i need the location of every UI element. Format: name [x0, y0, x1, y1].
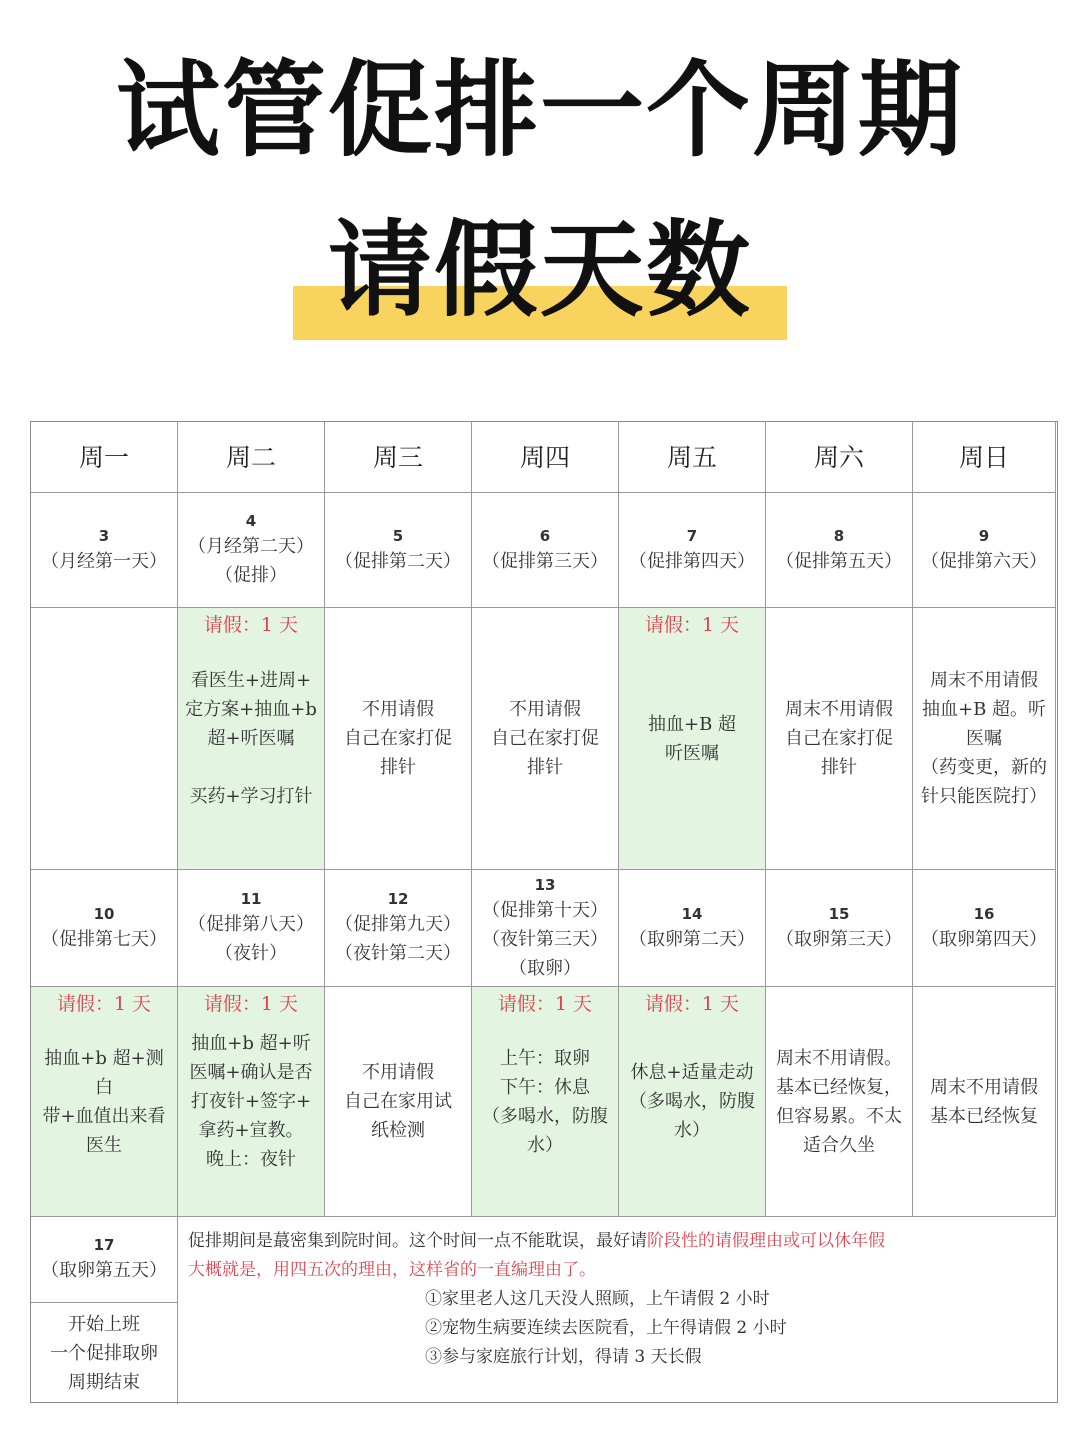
- day-stage: （月经第二天）: [188, 536, 314, 557]
- day-stage: （夜针第二天）: [335, 943, 461, 964]
- detail-text: 上午：取卵: [500, 1047, 590, 1069]
- detail-cell: [325, 608, 472, 870]
- detail-text: 纸检测: [371, 1120, 425, 1141]
- detail-text: 排针: [380, 757, 416, 778]
- day-stage: （取卵第五天）: [41, 1260, 167, 1281]
- day-stage: （取卵第三天）: [776, 928, 902, 950]
- day-number: 17: [93, 1236, 115, 1254]
- day-number: 11: [240, 890, 262, 908]
- cycle-end-text: 开始上班: [68, 1314, 140, 1335]
- page-subtitle: 请假天数: [327, 209, 752, 331]
- day-number: 15: [828, 904, 850, 923]
- day-number: 6: [539, 526, 551, 545]
- detail-text: 定方案+抽血+b: [185, 699, 317, 720]
- detail-text: 排针: [821, 757, 857, 778]
- leave-advice-note: [178, 1217, 1059, 1404]
- day-stage: （取卵）: [509, 957, 581, 979]
- date-cell: [619, 493, 766, 608]
- detail-text: 休息+适量走动: [630, 1062, 754, 1083]
- day-number: 5: [392, 526, 404, 545]
- day-stage: （促排第八天）: [188, 914, 314, 935]
- leave-days-label: 请假：1 天: [644, 993, 740, 1015]
- leave-days-label: 请假：1 天: [203, 993, 299, 1015]
- detail-cell: [766, 987, 913, 1217]
- day-number: 14: [681, 904, 703, 923]
- day-number: 10: [93, 904, 115, 923]
- detail-text: 超+听医嘱: [207, 728, 295, 749]
- leave-days-label: 请假：1 天: [497, 993, 593, 1015]
- detail-text: 不用请假: [509, 699, 581, 720]
- day-number: 9: [978, 526, 990, 545]
- detail-cell: [913, 608, 1056, 870]
- detail-text: 听医嘱: [665, 742, 719, 764]
- date-cell: [178, 870, 325, 987]
- date-cell: [472, 870, 619, 987]
- leave-days-label: 请假：1 天: [56, 993, 152, 1015]
- page-title: 试管促排一个周期: [115, 49, 964, 171]
- detail-text: （药变更，新的: [921, 757, 1047, 778]
- detail-text: 带+血值出来看: [42, 1105, 166, 1127]
- detail-text: 医嘱: [966, 728, 1002, 749]
- detail-text: 周末不用请假: [785, 699, 893, 720]
- detail-cell: [913, 987, 1056, 1217]
- day-number: 13: [534, 875, 556, 894]
- detail-cell: [472, 987, 619, 1217]
- detail-text: 看医生+进周+: [190, 670, 312, 691]
- detail-text: 拿药+宣教。: [198, 1120, 304, 1141]
- detail-cell: [619, 987, 766, 1217]
- detail-cell: [178, 987, 325, 1217]
- detail-text: 抽血+B 超: [647, 713, 737, 735]
- day-stage: （促排第十天）: [482, 899, 608, 921]
- detail-text: 针只能医院打）: [921, 786, 1047, 807]
- note-line2: 大概就是，用四五次的理由，这样省的一直编理由了。: [188, 1260, 596, 1280]
- detail-cell: [178, 608, 325, 870]
- day-stage: （促排第五天）: [776, 550, 902, 572]
- weekday-header: [325, 422, 472, 493]
- weekday-header: [913, 422, 1056, 493]
- detail-text: 自己在家打促: [344, 728, 452, 749]
- day-stage: （夜针）: [215, 943, 287, 964]
- date-cell: [31, 493, 178, 608]
- date-cell: [766, 493, 913, 608]
- detail-cell: [31, 608, 178, 870]
- weekday-header: [178, 422, 325, 493]
- detail-text: 周末不用请假: [930, 1076, 1038, 1098]
- detail-text: （多喝水，防腹: [482, 1105, 608, 1127]
- weekday-label: 周五: [666, 442, 717, 472]
- leave-calendar-table: [30, 421, 1058, 1403]
- day-stage: （促排第四天）: [629, 550, 755, 572]
- detail-text: 排针: [527, 757, 563, 778]
- date-cell: [766, 870, 913, 987]
- weekday-label: 周日: [958, 442, 1009, 472]
- detail-text: 打夜针+签字+: [190, 1091, 312, 1112]
- date-cell: [619, 870, 766, 987]
- day-stage: （取卵第四天）: [921, 928, 1047, 950]
- detail-text: 水）: [674, 1120, 710, 1141]
- note-item-1: ①家里老人这几天没人照顾，上午请假 2 小时: [425, 1289, 770, 1309]
- weekday-header: [619, 422, 766, 493]
- date-cell: [31, 1217, 178, 1303]
- detail-text: 周末不用请假。: [776, 1047, 902, 1069]
- detail-text: 自己在家打促: [491, 728, 599, 749]
- detail-text: 自己在家打促: [785, 728, 893, 749]
- day-stage: （促排第六天）: [921, 550, 1047, 572]
- cycle-end-text: 一个促排取卵: [50, 1343, 158, 1364]
- detail-text: 但容易累。不太: [776, 1105, 902, 1127]
- detail-text: 抽血+b 超+测白: [44, 1047, 164, 1098]
- day-stage: （促排第二天）: [335, 550, 461, 572]
- detail-text: 周末不用请假: [930, 670, 1038, 691]
- leave-days-label: 请假：1 天: [644, 614, 740, 636]
- day-stage: （促排第三天）: [482, 550, 608, 572]
- day-stage: （促排第七天）: [41, 928, 167, 950]
- date-cell: [325, 493, 472, 608]
- date-cell: [31, 870, 178, 987]
- detail-text: 水）: [527, 1134, 563, 1156]
- cycle-end-cell: [31, 1303, 178, 1404]
- weekday-label: 周二: [225, 442, 276, 472]
- detail-text: 不用请假: [362, 1062, 434, 1083]
- detail-text: 抽血+b 超+听: [191, 1033, 311, 1054]
- weekday-label: 周三: [372, 442, 423, 472]
- detail-text: 基本已经恢复，: [776, 1076, 902, 1098]
- detail-cell: [766, 608, 913, 870]
- detail-text: 晚上：夜针: [206, 1149, 296, 1170]
- cycle-end-text: 周期结束: [68, 1372, 140, 1393]
- date-cell: [178, 493, 325, 608]
- weekday-label: 周一: [78, 442, 129, 472]
- detail-text: 医嘱+确认是否: [189, 1062, 313, 1083]
- detail-text: 买药+学习打针: [189, 786, 313, 807]
- day-number: 3: [98, 526, 110, 545]
- day-stage: （促排第九天）: [335, 914, 461, 935]
- detail-text: 医生: [86, 1134, 122, 1156]
- day-number: 16: [973, 904, 995, 923]
- date-cell: [472, 493, 619, 608]
- detail-text: 下午：休息: [500, 1076, 590, 1098]
- date-cell: [913, 493, 1056, 608]
- detail-cell: [325, 987, 472, 1217]
- day-stage: （夜针第三天）: [482, 928, 608, 950]
- date-cell: [325, 870, 472, 987]
- day-number: 4: [245, 512, 257, 530]
- detail-cell: [31, 987, 178, 1217]
- weekday-header: [472, 422, 619, 493]
- weekday-label: 周六: [813, 442, 864, 472]
- date-cell: [913, 870, 1056, 987]
- day-stage: （月经第一天）: [41, 550, 167, 572]
- day-stage: （促排）: [215, 565, 287, 586]
- weekday-header: [766, 422, 913, 493]
- day-stage: （取卵第二天）: [629, 928, 755, 950]
- weekday-header: [31, 422, 178, 493]
- detail-text: 适合久坐: [803, 1134, 875, 1156]
- detail-text: （多喝水，防腹: [629, 1091, 755, 1112]
- note-line1: 促排期间是蕞密集到院时间。这个时间一点不能耽误，最好请: [188, 1231, 647, 1251]
- detail-text: 抽血+B 超。听: [921, 699, 1047, 720]
- detail-cell: [472, 608, 619, 870]
- detail-text: 不用请假: [362, 699, 434, 720]
- note-item-3: ③参与家庭旅行计划，得请 3 天长假: [425, 1347, 702, 1367]
- detail-cell: [619, 608, 766, 870]
- leave-days-label: 请假：1 天: [203, 614, 299, 636]
- weekday-label: 周四: [519, 442, 570, 472]
- note-item-2: ②宠物生病要连续去医院看，上午得请假 2 小时: [425, 1318, 787, 1338]
- day-number: 12: [387, 890, 409, 908]
- note-line1-highlight: 阶段性的请假理由或可以休年假: [647, 1231, 885, 1251]
- subtitle-block: [0, 200, 1080, 350]
- day-number: 7: [686, 526, 698, 545]
- detail-text: 自己在家用试: [344, 1091, 452, 1112]
- day-number: 8: [833, 526, 845, 545]
- detail-text: 基本已经恢复: [930, 1105, 1038, 1127]
